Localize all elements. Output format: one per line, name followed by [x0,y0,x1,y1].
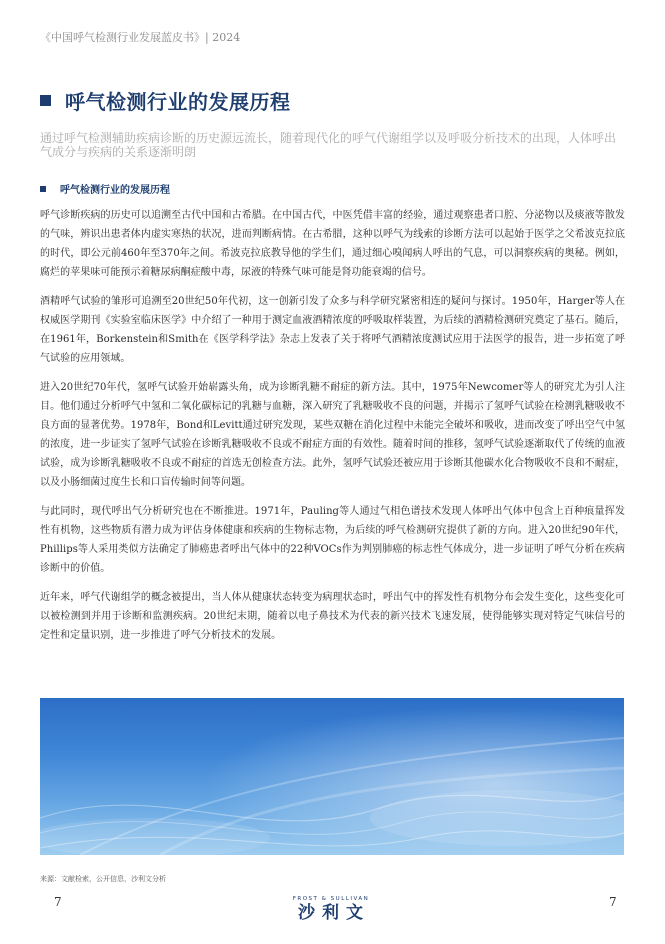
sub-heading [40,181,170,196]
frost-sullivan-logo [276,896,386,924]
sub-heading-text: 呼气检测行业的发展历程 [60,185,170,196]
sub-heading-square-icon [40,186,46,192]
logo-english-text: FROST & SULLIVAN [292,896,370,902]
page-number-right: 7 [609,895,617,909]
page-number-left: 7 [54,895,62,909]
body-text [40,206,625,655]
paragraph-1: 呼气诊断疾病的历史可以追溯至古代中国和古希腊。在中国古代，中医凭借丰富的经验，通过观察患者口腔、分泌物以及痰液等散发的气味，辨识出患者体内虚实寒热的状况，进而判断病情。在古希腊，这种以呼气为线索的诊断方法可以起始于医学之父希波克拉底的时代，即公元前460年至370年之间。希波克拉底教导他的学生们，通过细心嗅闻病人呼出的气息，可以洞察疾病的奥秘。例如，腐烂的苹果味可能预示着糖尿病酮症酸中毒，尿液的特殊气味可能是肾功能衰竭的信号。 [40,210,625,278]
section-subtitle: 通过呼气检测辅助疾病诊断的历史源远流长，随着现代化的呼气代谢组学以及呼吸分析技术的出现，人体呼出气成分与疾病的关系逐渐明朗 [40,131,617,159]
section-title: 呼气检测行业的发展历程 [65,90,291,114]
paragraph-2: 酒精呼气试验的雏形可追溯至20世纪50年代初，这一创新引发了众多与科学研究紧密相连的疑问与探讨。1950年，Harger等人在权威医学期刊《实验室临床医学》中介绍了一种用于测定血液酒精浓度的呼吸取样装置，为后续的酒精检测研究奠定了基石。随后，在1961年，Borkenstein和Smith在《医学科学法》杂志上发表了关于将呼气酒精浓度测试应用于法医学的报告，进一步拓宽了呼气试验的应用领域。 [40,296,625,364]
section-heading [40,86,291,115]
report-header-title: 《中国呼气检测行业发展蓝皮书》| 2024 [40,31,241,44]
paragraph-5: 近年来，呼气代谢组学的概念被提出，当人体从健康状态转变为病理状态时，呼出气中的挥发性有机物分布会发生变化，这些变化可以被检测到并用于诊断和监测疾病。20世纪末期，随着以电子鼻技术为代表的新兴技术飞速发展，使得能够实现对特定气味信号的定性和定量识别，进一步推进了呼气分析技术的发展。 [40,592,625,641]
logo-chinese-text: 沙利文 [298,903,370,923]
source-note: 来源：文献检索，公开信息，沙利文分析 [40,875,166,883]
banner-waves-graphic [40,698,624,855]
heading-square-icon [40,95,51,106]
paragraph-3: 进入20世纪70年代，氢呼气试验开始崭露头角，成为诊断乳糖不耐症的新方法。其中，1975年Newcomer等人的研究尤为引人注目。他们通过分析呼气中氢和二氧化碳标记的乳糖与血糖，深入研究了乳糖吸收不良的问题，并揭示了氢呼气试验在检测乳糖吸收不良方面的显著优势。1978年，Bond和Levitt通过研究发现，某些双糖在消化过程中未能完全破坏和吸收，进而改变了呼出空气中氢的浓度，进一步证实了氢呼气试验在诊断乳糖吸收不良或不耐症方面的有效性。随着时间的推移，氢呼气试验逐渐取代了传统的血液试验，成为诊断乳糖吸收不良或不耐症的首选无创检查方法。此外，氢呼气试验还被应用于诊断其他碳水化合物吸收不良和不耐症，以及小肠细菌过度生长和口盲传输时间等问题。 [40,382,625,488]
decorative-banner-image [40,698,624,855]
paragraph-4: 与此同时，现代呼出气分析研究也在不断推进。1971年，Pauling等人通过气相色谱技术发现人体呼出气体中包含上百种痕量挥发性有机物，这些物质有潜力成为评估身体健康和疾病的生物标志物，为后续的呼气检测研究提供了新的方向。进入20世纪90年代，Phillips等人采用类似方法确定了肺癌患者呼出气体中的22种VOCs作为判别肺癌的标志性气体成分，进一步证明了呼气分析在疾病诊断中的价值。 [40,506,625,574]
